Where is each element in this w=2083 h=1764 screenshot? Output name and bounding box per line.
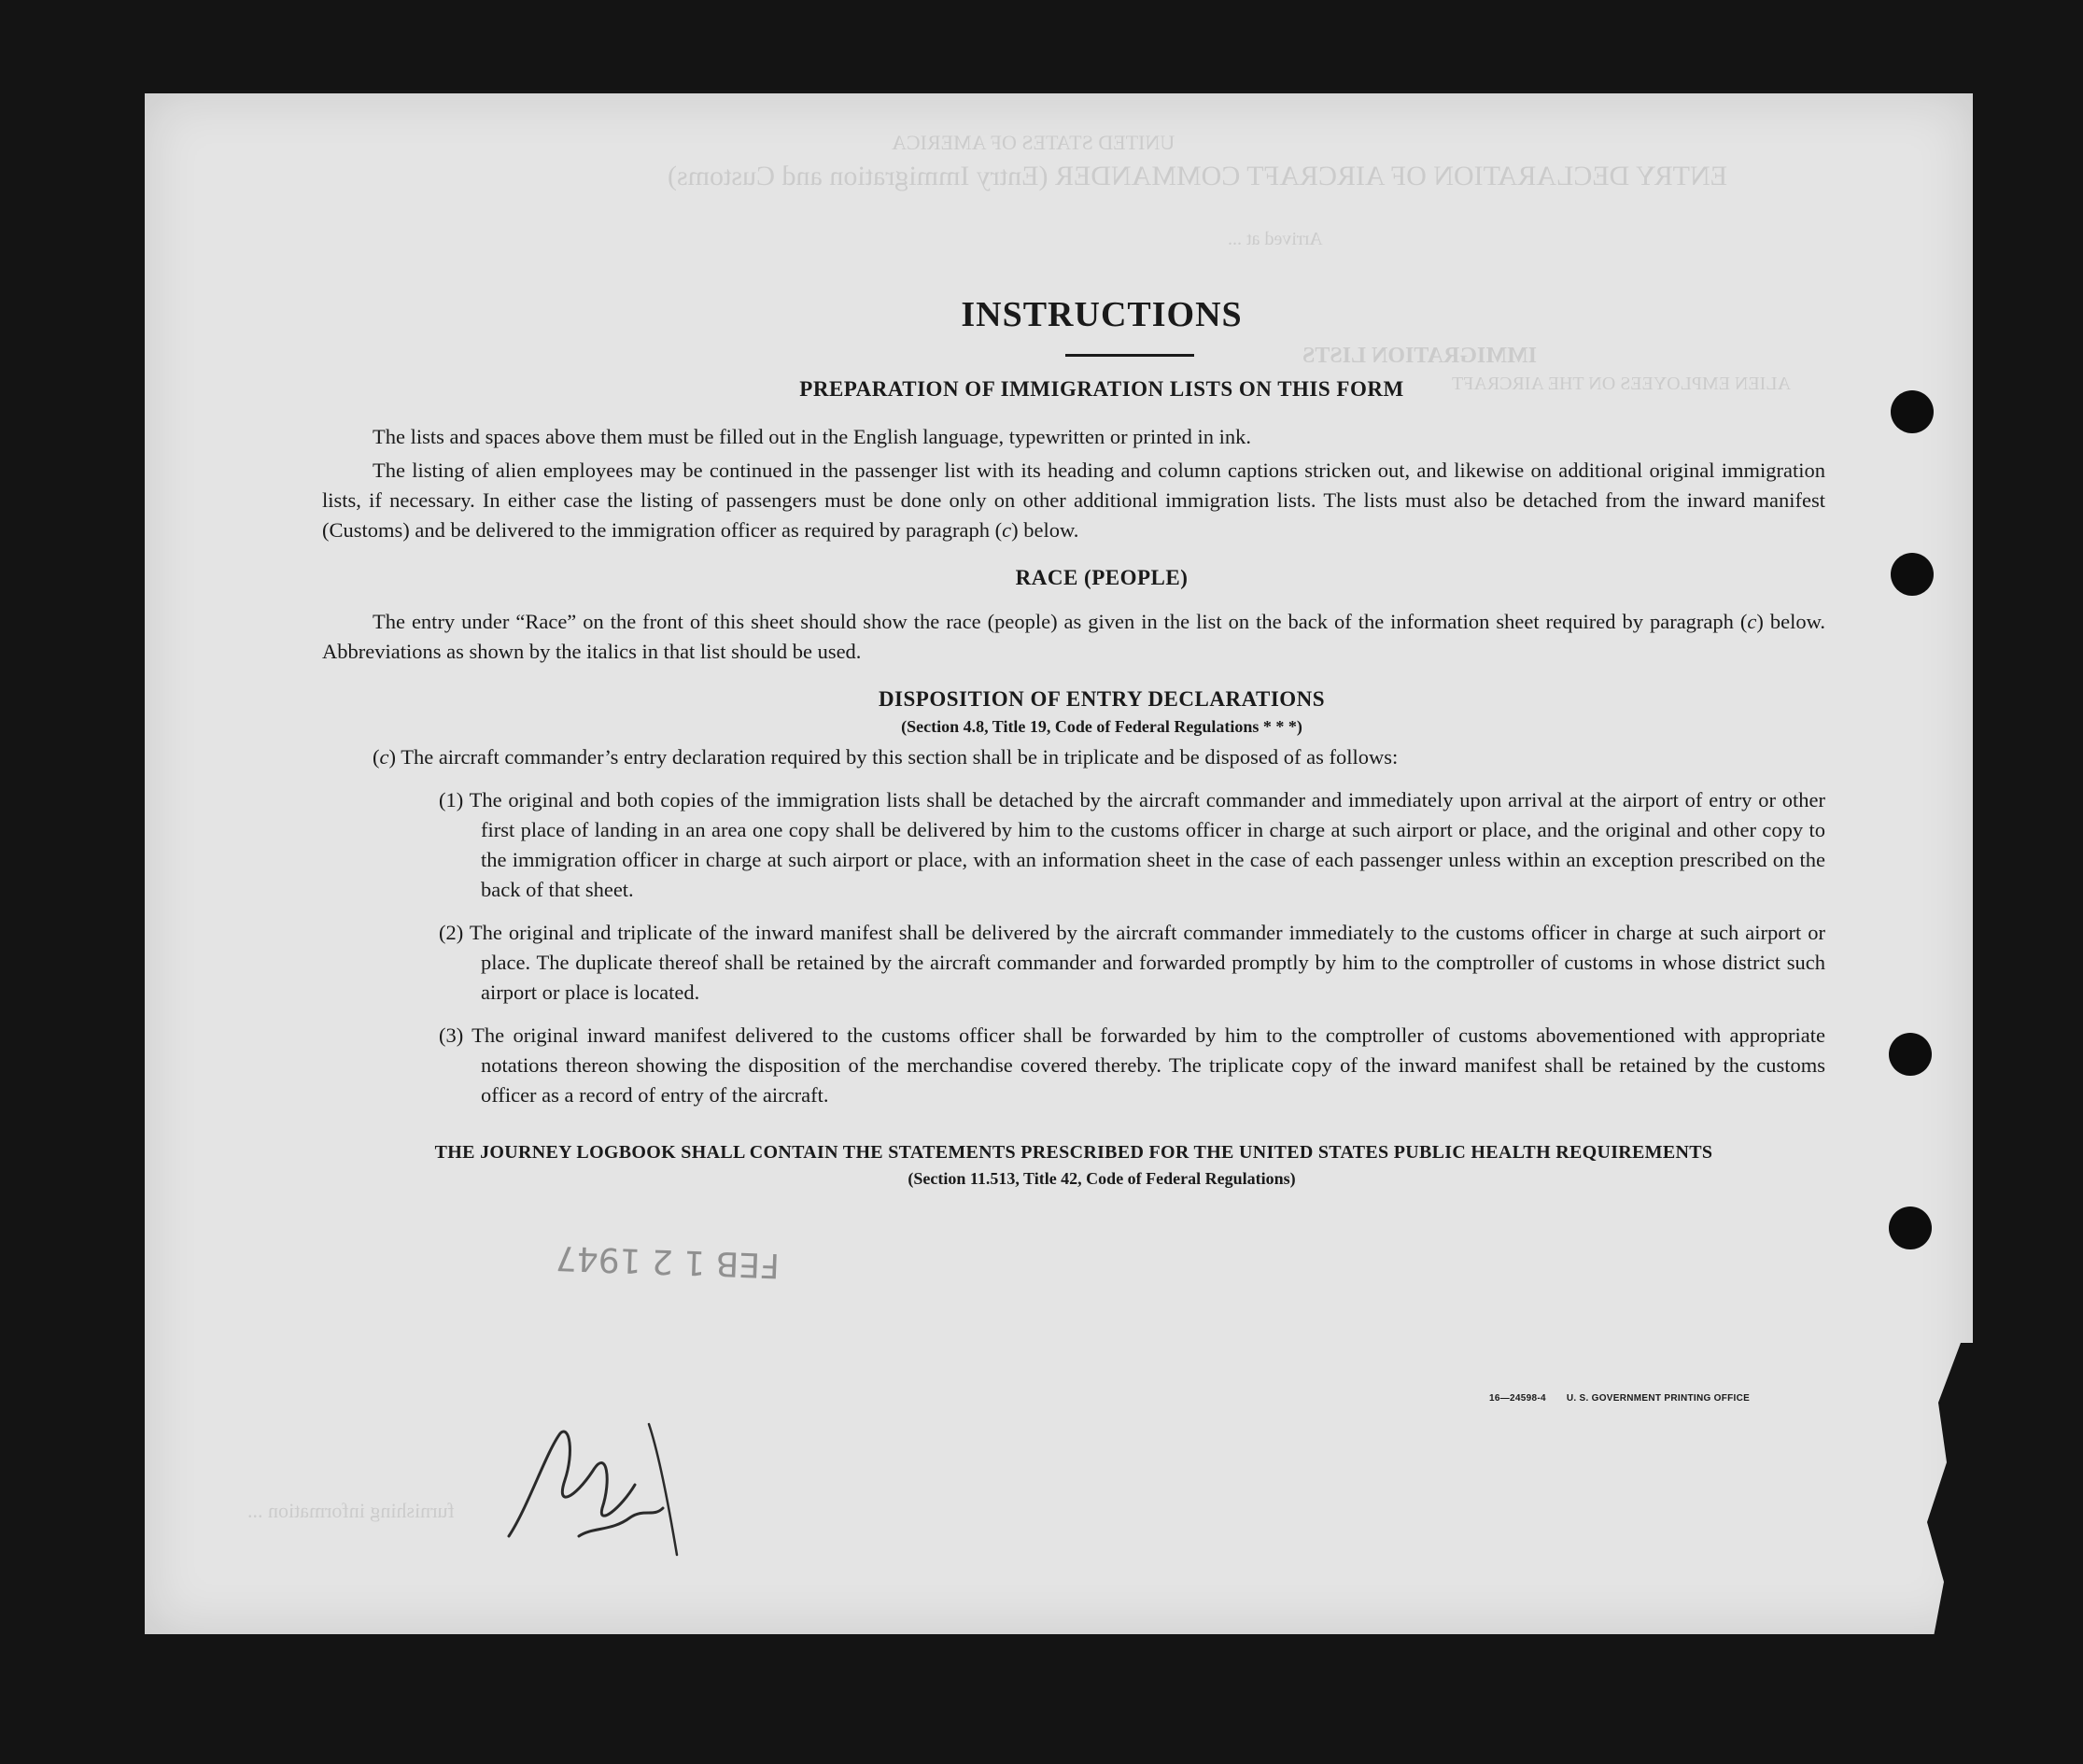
- citation-title-42: (Section 11.513, Title 42, Code of Federal Regulations): [908, 1169, 1296, 1188]
- bleed-through-text: Arrived at ...: [1228, 229, 1323, 249]
- punch-hole: [1889, 1207, 1932, 1249]
- paragraph-text: The entry under “Race” on the front of this sheet should show the race (people) as given in the list on the back of the information sheet required by paragraph (: [373, 610, 1748, 633]
- paragraph-disposition-intro: [322, 742, 1825, 772]
- list-item-original-manifest: (3) The original inward manifest delivered to the customs officer shall be forwarded by him to the comptroller of customs abovementioned with appropriate notations thereon showing the disposition of the merchandise covered thereby. The triplicate copy of the inward manifest shall be retained by the customs officer as a record of entry of the aircraft.: [439, 1023, 1825, 1107]
- heading-preparation: PREPARATION OF IMMIGRATION LISTS ON THIS FORM: [799, 377, 1404, 401]
- torn-edge: [1921, 1343, 1973, 1634]
- paragraph-text: The listing of alien employees may be continued in the passenger list with its heading and column captions stricken out, and likewise on additional original immigration lists, if necessary. In either case the listing of passengers must be done only on other additional immigration lists. The lists must also be detached from the inward manifest (Customs) and be delivered to the immigration officer as required by paragraph (: [322, 459, 1825, 542]
- printer-imprint: [1489, 1393, 1750, 1404]
- bleed-through-text: UNITED STATES OF AMERICA: [892, 131, 1175, 154]
- handwritten-signature: [490, 1396, 714, 1564]
- paragraph-english-language: The lists and spaces above them must be filled out in the English language, typewritten or printed in ink.: [373, 425, 1252, 448]
- paragraph-race: [322, 607, 1825, 667]
- paragraph-ref-letter: c: [379, 745, 389, 769]
- bleed-through-text: furnishing information ...: [247, 1499, 455, 1522]
- date-stamp: FEB 1 2 1947: [555, 1237, 781, 1285]
- list-item-inward-manifest: (2) The original and triplicate of the inward manifest shall be delivered by the aircraft commander immediately to the customs officer in charge at such airport or place. The duplicate thereof shall be retained by the aircraft commander and forwarded promptly by him to the comptroller of customs in whose district such airport or place is located.: [439, 921, 1825, 1004]
- paragraph-ref-letter: c: [1747, 610, 1757, 633]
- instructions-body: [322, 294, 1825, 1189]
- printer-name: U. S. GOVERNMENT PRINTING OFFICE: [1566, 1393, 1751, 1404]
- document-page: [145, 93, 1973, 1634]
- paragraph-ref-letter: c: [1002, 518, 1012, 542]
- paragraph-text: ) below.: [1011, 518, 1079, 542]
- paragraph-text: (: [373, 745, 380, 769]
- bleed-through-text: ENTRY DECLARATION OF AIRCRAFT COMMANDER (Entry Immigration and Customs): [668, 161, 1728, 191]
- form-number: 16—24598-4: [1489, 1393, 1546, 1404]
- citation-title-19: (Section 4.8, Title 19, Code of Federal Regulations * * *): [901, 717, 1302, 736]
- paragraph-alien-employees: [322, 456, 1825, 545]
- bleed-through-text: IMMIGRATION LISTS: [1302, 344, 1537, 368]
- paragraph-text: ) The aircraft commander’s entry declaration required by this section shall be in triplicate and be disposed of as follows:: [388, 745, 1399, 769]
- footer-health-requirements: THE JOURNEY LOGBOOK SHALL CONTAIN THE STATEMENTS PRESCRIBED FOR THE UNITED STATES PUBLIC HEALTH REQUIREMENTS: [434, 1142, 1713, 1163]
- page-title: INSTRUCTIONS: [961, 295, 1243, 334]
- heading-disposition: DISPOSITION OF ENTRY DECLARATIONS: [878, 687, 1326, 711]
- list-item-immigration-lists: (1) The original and both copies of the immigration lists shall be detached by the aircraft commander and immediately upon arrival at the airport of entry or other first place of landing in an area one copy shall be delivered by him to the customs officer in charge at such airport or place, and the original and other copy to the immigration officer in charge at such airport or place, with an information sheet in the case of each passenger unless within an exception prescribed on the back of that sheet.: [439, 788, 1825, 901]
- punch-hole: [1889, 1033, 1932, 1076]
- punch-hole: [1891, 390, 1934, 433]
- paragraph-text: ) below. Abbreviations as shown by the italics in that list should be used.: [322, 610, 1825, 663]
- bleed-through-text: ALIEN EMPLOYEES ON THE AIRCRAFT: [1452, 374, 1791, 394]
- heading-race: RACE (PEOPLE): [1015, 566, 1189, 589]
- title-rule: [1065, 354, 1194, 357]
- punch-hole: [1891, 553, 1934, 596]
